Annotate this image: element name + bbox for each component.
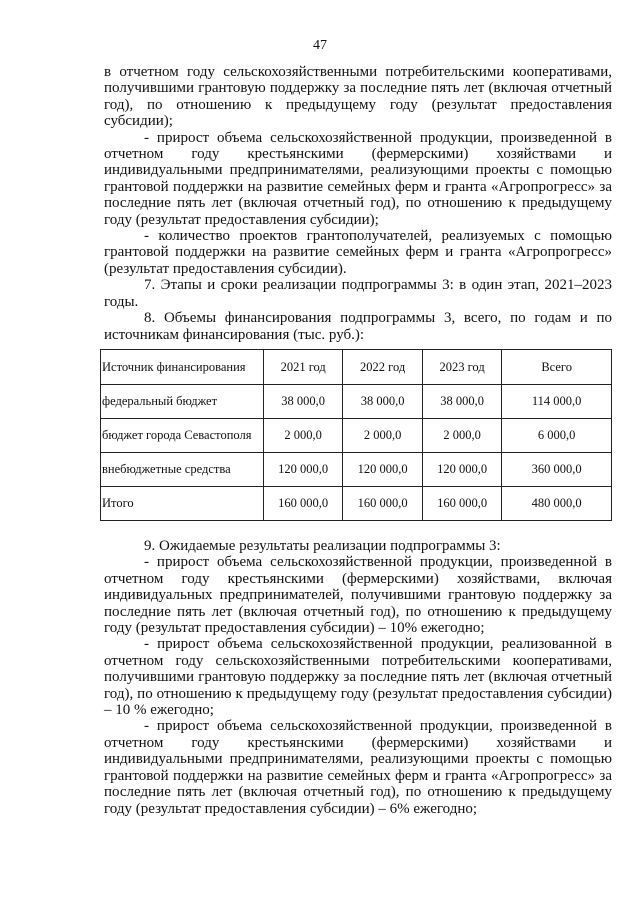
- table-cell: 120 000,0: [343, 453, 422, 487]
- paragraph: 8. Объемы финансирования подпрограммы 3, всего, по годам и по источникам финансирования (тыс. руб.):: [104, 310, 612, 343]
- table-header-cell: Источник финансирования: [101, 350, 264, 385]
- table-cell: 2 000,0: [422, 419, 501, 453]
- table-header-cell: 2023 год: [422, 350, 501, 385]
- table-row: [101, 419, 612, 453]
- table-cell: бюджет города Севастополя: [101, 419, 264, 453]
- page-number: 47: [313, 38, 327, 53]
- paragraph: в отчетном году сельскохозяйственными потребительскими кооперативами, получившими грантовую поддержку за последние пять лет (включая отчетный год), по отношению к предыдущему году (результат предоставления субсидии);: [104, 64, 612, 130]
- table-cell: 2 000,0: [343, 419, 422, 453]
- table-cell: 120 000,0: [263, 453, 342, 487]
- table-cell: 6 000,0: [502, 419, 612, 453]
- table-cell: 480 000,0: [502, 487, 612, 521]
- table-row: [101, 487, 612, 521]
- table-cell: 38 000,0: [343, 385, 422, 419]
- table-row: [101, 453, 612, 487]
- table-cell: 114 000,0: [502, 385, 612, 419]
- table-row: [101, 385, 612, 419]
- table-header-cell: 2022 год: [343, 350, 422, 385]
- table-cell: 38 000,0: [422, 385, 501, 419]
- table-header-row: [101, 350, 612, 385]
- table-cell: 160 000,0: [422, 487, 501, 521]
- table-cell: 160 000,0: [263, 487, 342, 521]
- paragraph: - прирост объема сельскохозяйственной продукции, произведенной в отчетном году крестьянскими (фермерскими) хозяйствами и индивидуальными предпринимателями, реализующими проекты с помощью грантовой поддержки на развитие семейных ферм и гранта «Агропрогресс» за последние пять лет (включая отчетный год), по отношению к предыдущему году (результат предоставления субсидии) – 6% ежегодно;: [104, 718, 612, 817]
- table-cell: федеральный бюджет: [101, 385, 264, 419]
- table-cell: внебюджетные средства: [101, 453, 264, 487]
- table-cell: 120 000,0: [422, 453, 501, 487]
- paragraph: - количество проектов грантополучателей, реализуемых с помощью грантовой поддержки на развитие семейных ферм и гранта «Агропрогресс» (результат предоставления субсидии).: [104, 228, 612, 277]
- paragraph: - прирост объема сельскохозяйственной продукции, произведенной в отчетном году крестьянскими (фермерскими) хозяйствами и индивидуальными предпринимателями, реализующими проекты с помощью грантовой поддержки на развитие семейных ферм и гранта «Агропрогресс» за последние пять лет (включая отчетный год), по отношению к предыдущему году (результат предоставления субсидии);: [104, 129, 612, 228]
- paragraph: 9. Ожидаемые результаты реализации подпрограммы 3:: [144, 538, 501, 554]
- table-cell: 38 000,0: [263, 385, 342, 419]
- top-text-block: [104, 64, 612, 343]
- table-cell: Итого: [101, 487, 264, 521]
- paragraph: 7. Этапы и сроки реализации подпрограммы 3: в один этап, 2021–2023 годы.: [104, 277, 612, 310]
- table-cell: 360 000,0: [502, 453, 612, 487]
- paragraph: - прирост объема сельскохозяйственной продукции, произведенной в отчетном году крестьянскими (фермерскими) хозяйствами, включая индивидуальных предпринимателей, получившими грантовую поддержку за последние пять лет (включая отчетный год), по отношению к предыдущему году (результат предоставления субсидии) – 10% ежегодно;: [104, 554, 612, 637]
- table-cell: 160 000,0: [343, 487, 422, 521]
- table-header-cell: 2021 год: [263, 350, 342, 385]
- table-cell: 2 000,0: [263, 419, 342, 453]
- paragraph: - прирост объема сельскохозяйственной продукции, реализованной в отчетном году сельскохозяйственными потребительскими кооперативами, получившими грантовую поддержку за последние пять лет (включая отчетный год), по отношению к предыдущему году (результат предоставления субсидии) – 10 % ежегодно;: [104, 636, 612, 719]
- finance-table: [100, 349, 612, 521]
- bottom-text-block: [104, 538, 612, 817]
- table-header-cell: Всего: [502, 350, 612, 385]
